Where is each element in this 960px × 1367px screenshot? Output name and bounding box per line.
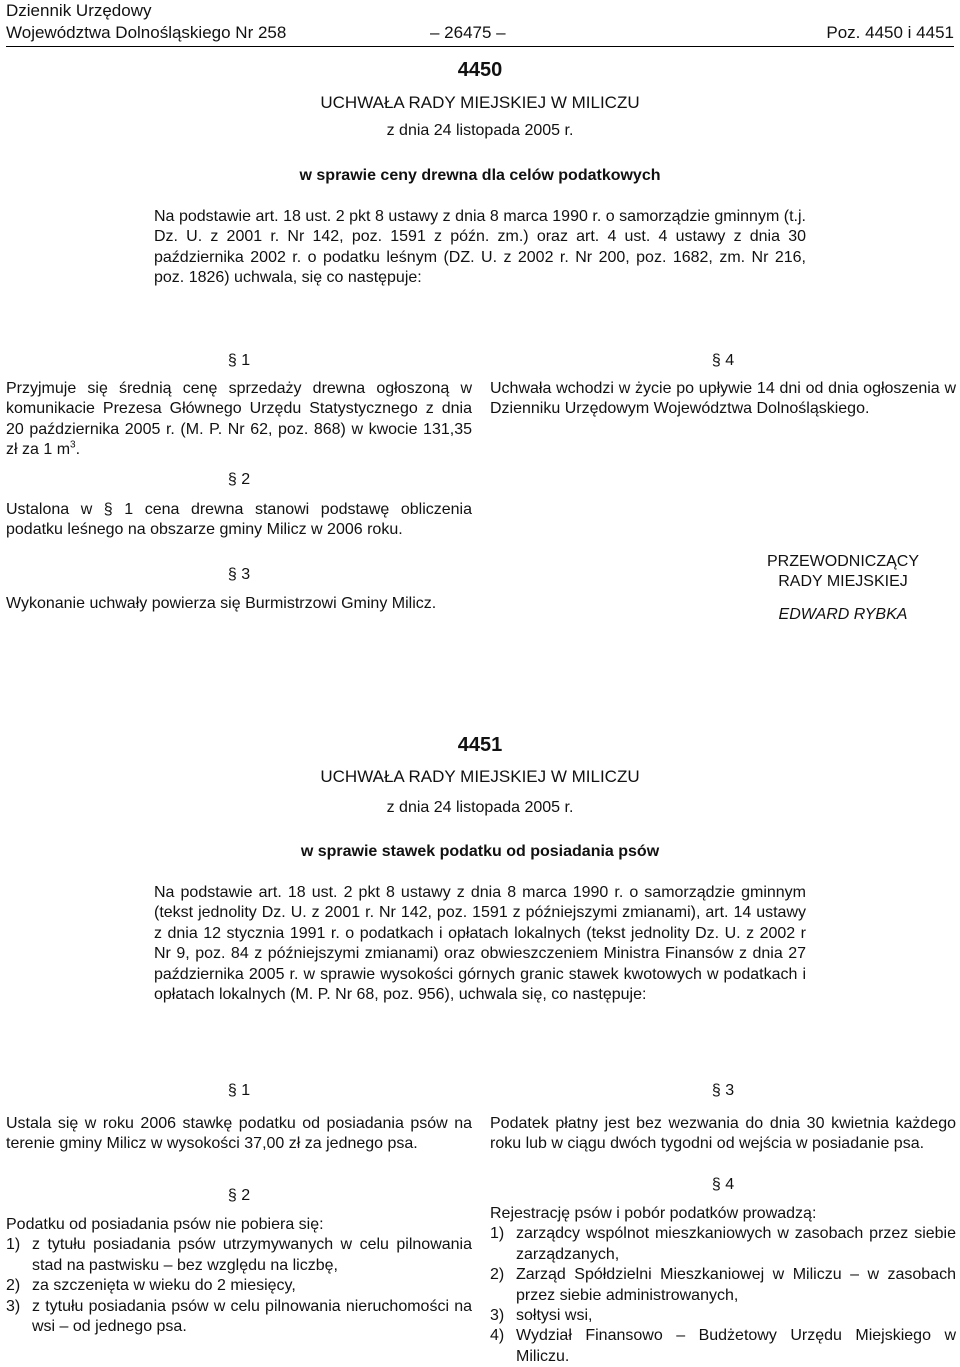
list-item (490, 1224, 956, 1265)
list-item-text: sołtysi wsi, (516, 1307, 593, 1325)
list-item-text: z tytułu posiadania psów w celu pilnowania nieruchomości na wsi – od jednego psa. (32, 1297, 472, 1336)
list-item (6, 1276, 472, 1296)
doc1-section1-text (6, 379, 472, 461)
list-item (6, 1297, 472, 1338)
doc2-section1 (6, 1114, 472, 1155)
list-item (490, 1326, 956, 1367)
doc1-section1-body: Przyjmuje się średnią cenę sprzedaży drewna ogłoszoną w komunikacie Prezesa Głównego Urzędu Statystycznego z dnia 20 października 2005 r. (M. P. Nr 62, poz. 868) w kwocie 131,35 zł za 1 m (6, 380, 472, 459)
doc1-section3-heading: § 3 (227, 566, 251, 583)
position-number: Poz. 4450 i 4451 (826, 23, 954, 42)
list-item-number: 2) (6, 1277, 21, 1295)
journal-title-line2: Województwa Dolnośląskiego Nr 258 (6, 23, 287, 42)
list-item (490, 1265, 956, 1306)
doc2-section3-text: Podatek płatny jest bez wezwania do dnia 30 kwietnia każdego roku lub w ciągu dwóch tygodni od wejścia w posiadanie psa. (490, 1115, 956, 1153)
doc1-section3 (6, 594, 472, 614)
doc1-section1-superscript: 3 (70, 439, 76, 451)
doc2-number: 4451 (457, 734, 503, 756)
doc2-section2 (6, 1215, 472, 1337)
doc2-section4-heading: § 4 (711, 1176, 735, 1193)
list-item-text: z tytułu posiadania psów utrzymywanych w celu pilnowania stad na pastwisku – bez względu na liczbę, (32, 1236, 472, 1274)
doc1-section4-text: Uchwała wchodzi w życie po upływie 14 dni od dnia ogłoszenia w Dzienniku Urzędowym Województwa Dolnośląskiego. (490, 380, 956, 418)
doc1-signature (730, 552, 956, 625)
doc1-signature-title2: RADY MIEJSKIEJ (778, 573, 908, 590)
doc2-section1-text: Ustala się w roku 2006 stawkę podatku od posiadania psów na terenie gminy Milicz w wysokości 37,00 zł za jednego psa. (6, 1115, 472, 1153)
list-item-text: Wydział Finansowo – Budżetowy Urzędu Miejskiego w Miliczu. (516, 1327, 956, 1365)
header-divider (6, 46, 954, 47)
doc1-subject: w sprawie ceny drewna dla celów podatkowych (299, 167, 661, 184)
doc2-subject: w sprawie stawek podatku od posiadania psów (300, 843, 660, 860)
list-item-number: 3) (6, 1297, 21, 1315)
doc1-section2-heading: § 2 (227, 471, 251, 488)
doc1-section1-end: . (75, 441, 81, 459)
list-item-number: 1) (6, 1236, 21, 1254)
doc2-section2-list (6, 1235, 472, 1337)
doc1-section2 (6, 500, 472, 541)
doc2-section2-intro: Podatku od posiadania psów nie pobiera się: (6, 1216, 324, 1233)
doc2-section3 (490, 1114, 956, 1155)
doc1-section1 (6, 379, 472, 461)
doc1-section4-heading: § 4 (711, 352, 735, 369)
doc1-section2-text: Ustalona w § 1 cena drewna stanowi podstawę obliczenia podatku leśnego na obszarze gminy Milicz w 2006 roku. (6, 501, 472, 539)
list-item-text: za szczenięta w wieku do 2 miesięcy, (32, 1277, 296, 1295)
doc1-preamble (154, 207, 806, 289)
list-item-text: zarządcy wspólnot mieszkaniowych w zasobach przez siebie zarządzanych, (516, 1225, 956, 1263)
page-number: – 26475 – (430, 23, 506, 42)
doc1-preamble-text: Na podstawie art. 18 ust. 2 pkt 8 ustawy z dnia 8 marca 1990 r. o samorządzie gminnym (t.j. Dz. U. z 2001 r. Nr 142, poz. 1591 z późn. zm.) oraz art. 4 ust. 4 ustawy z dnia 30 października 2002 r. o podatku leśnym (DZ. U. z 2002 r. Nr 200, poz. 1682, zm. Nr 216, poz. 1826) uchwala, się co następuje: (154, 208, 806, 287)
doc2-section4-list (490, 1224, 956, 1367)
doc2-preamble-text: Na podstawie art. 18 ust. 2 pkt 8 ustawy z dnia 8 marca 1990 r. o samorządzie gminnym (tekst jednolity Dz. U. z 2001 r. Nr 142, poz. 1591 z późniejszymi zmianami), art. 14 ustawy z dnia 12 stycznia 1991 r. o podatkach i opłatach lokalnych (tekst jednolity Dz. U. z 2002 r Nr 9, poz. 84 z późniejszymi zmianami) oraz obwieszczeniem Ministra Finansów z dnia 27 października 2005 r. w sprawie wysokości górnych granic stawek kwotowych w podatkach i opłatach lokalnych (M. P. Nr 68, poz. 956), uchwala się, co następuje: (154, 884, 806, 1004)
doc2-preamble (154, 883, 806, 1005)
doc1-organ: UCHWAŁA RADY MIEJSKIEJ W MILICZU (320, 93, 640, 112)
list-item-number: 2) (490, 1266, 505, 1284)
doc2-section3-heading: § 3 (711, 1082, 735, 1099)
doc2-section1-heading: § 1 (227, 1082, 251, 1099)
journal-title (6, 0, 286, 44)
list-item (490, 1306, 956, 1326)
doc2-section4 (490, 1204, 956, 1367)
list-item-text: Zarząd Spółdzielni Mieszkaniowej w Miliczu – w zasobach przez siebie administrowanych, (516, 1266, 956, 1304)
doc2-section2-heading: § 2 (227, 1187, 251, 1204)
doc2-organ: UCHWAŁA RADY MIEJSKIEJ W MILICZU (320, 767, 640, 786)
list-item-number: 3) (490, 1307, 505, 1325)
journal-title-line1: Dziennik Urzędowy (6, 1, 152, 20)
doc1-section4 (490, 379, 956, 420)
list-item (6, 1235, 472, 1276)
list-item-number: 4) (490, 1327, 505, 1345)
doc2-section4-intro: Rejestrację psów i pobór podatków prowadzą: (490, 1205, 817, 1222)
doc1-signature-title1: PRZEWODNICZĄCY (767, 553, 919, 570)
doc2-date: z dnia 24 listopada 2005 r. (386, 799, 574, 816)
doc1-section1-heading: § 1 (227, 352, 251, 369)
doc1-section3-text: Wykonanie uchwały powierza się Burmistrzowi Gminy Milicz. (6, 595, 437, 612)
doc1-signature-name: EDWARD RYBKA (778, 606, 908, 623)
list-item-number: 1) (490, 1225, 505, 1243)
doc1-date: z dnia 24 listopada 2005 r. (386, 122, 574, 139)
doc1-number: 4450 (457, 59, 503, 81)
